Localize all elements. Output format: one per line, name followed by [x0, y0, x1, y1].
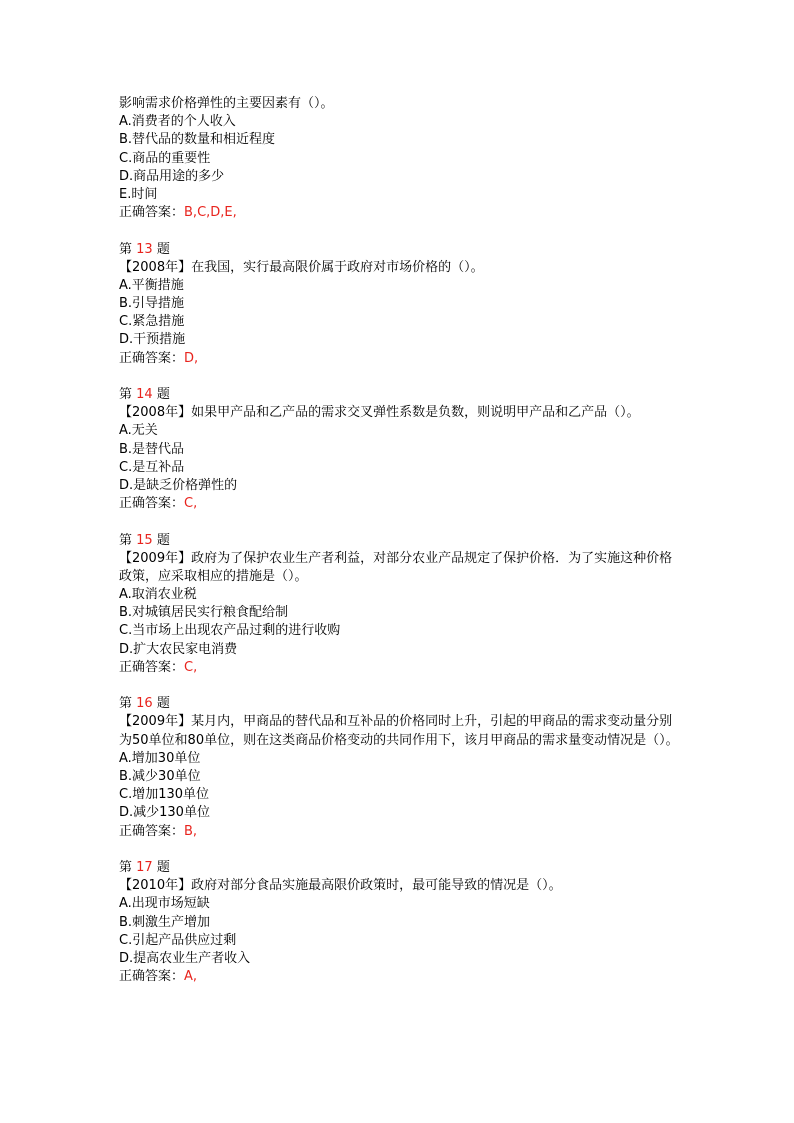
question-number: 16 — [136, 696, 153, 712]
question-stem: 【2008年】在我国，实行最高限价属于政府对市场价格的（）。 — [119, 259, 484, 275]
answer-value: C, — [184, 659, 198, 675]
answer-label: 正确答案： — [119, 350, 185, 366]
question-block-16 — [119, 695, 679, 841]
answer-value: D, — [184, 350, 199, 366]
option-a: A.无关 — [119, 423, 158, 439]
question-stem: 【2009年】政府为了保护农业生产者利益，对部分农业产品规定了保护价格．为了实施这种价格政策，应采取相应的措施是（）。 — [119, 550, 673, 584]
answer-label: 正确答案： — [119, 205, 185, 221]
answer-line — [119, 823, 679, 841]
option-d: D.干预措施 — [119, 332, 186, 348]
option-d: D.减少130单位 — [119, 805, 210, 821]
answer-line — [119, 968, 679, 986]
question-block-15 — [119, 532, 679, 678]
question-stem: 影响需求价格弹性的主要因素有（）。 — [119, 96, 334, 111]
option-b: B.减少30单位 — [119, 769, 201, 785]
option-a: A.增加30单位 — [119, 750, 201, 766]
option-b: B.是替代品 — [119, 441, 185, 457]
question-block-14 — [119, 386, 679, 513]
question-header — [119, 859, 679, 877]
answer-line — [119, 495, 679, 513]
question-header-suffix: 题 — [156, 241, 170, 257]
option-c: C.增加130单位 — [119, 787, 210, 803]
answer-line — [119, 350, 679, 368]
question-header-prefix: 第 — [119, 696, 133, 712]
option-b: B.刺激生产增加 — [119, 914, 211, 930]
question-header — [119, 386, 679, 404]
question-header-suffix: 题 — [156, 859, 170, 875]
question-header — [119, 532, 679, 550]
option-a: A.取消农业税 — [119, 587, 197, 603]
answer-line — [119, 204, 679, 222]
question-number: 17 — [136, 859, 153, 875]
option-c: C.引起产品供应过剩 — [119, 932, 237, 948]
answer-line — [119, 659, 679, 677]
question-stem: 【2010年】政府对部分食品实施最高限价政策时，最可能导致的情况是（）。 — [119, 878, 562, 894]
answer-value: A, — [184, 969, 198, 985]
answer-value: B, — [184, 823, 198, 839]
option-e: E.时间 — [119, 186, 158, 202]
option-a: A.平衡措施 — [119, 277, 184, 293]
question-stem: 【2008年】如果甲产品和乙产品的需求交叉弹性系数是负数，则说明甲产品和乙产品（）。 — [119, 405, 640, 421]
question-header-prefix: 第 — [119, 532, 133, 548]
option-d: D.扩大农民家电消费 — [119, 641, 238, 657]
option-b: B.引导措施 — [119, 296, 185, 312]
question-header-prefix: 第 — [119, 387, 133, 402]
answer-label: 正确答案： — [119, 969, 185, 985]
option-d: D.是缺乏价格弹性的 — [119, 477, 238, 493]
option-c: C.是互补品 — [119, 459, 185, 475]
question-header-suffix: 题 — [156, 696, 170, 712]
question-header-prefix: 第 — [119, 241, 133, 257]
question-header-suffix: 题 — [156, 387, 170, 402]
question-header-prefix: 第 — [119, 859, 133, 875]
question-block-12 — [119, 95, 679, 222]
option-c: C.紧急措施 — [119, 314, 185, 330]
question-header-suffix: 题 — [156, 532, 170, 548]
option-a: A.消费者的个人收入 — [119, 114, 236, 130]
answer-label: 正确答案： — [119, 659, 185, 675]
option-d: D.提高农业生产者收入 — [119, 950, 251, 966]
answer-value: C, — [184, 496, 198, 512]
answer-label: 正确答案： — [119, 496, 185, 512]
option-c: C.当市场上出现农产品过剩的进行收购 — [119, 623, 341, 639]
question-number: 13 — [136, 241, 153, 257]
question-number: 14 — [136, 387, 153, 402]
question-header — [119, 695, 679, 713]
option-b: B.替代品的数量和相近程度 — [119, 132, 276, 148]
option-c: C.商品的重要性 — [119, 150, 211, 166]
question-number: 15 — [136, 532, 153, 548]
option-b: B.对城镇居民实行粮食配给制 — [119, 605, 289, 621]
question-block-13 — [119, 241, 679, 368]
question-header — [119, 241, 679, 259]
answer-value: B,C,D,E, — [184, 205, 237, 221]
answer-label: 正确答案： — [119, 823, 185, 839]
question-block-17 — [119, 859, 679, 986]
question-stem: 【2009年】某月内，甲商品的替代品和互补品的价格同时上升，引起的甲商品的需求变动量分别为50单位和80单位，则在这类商品价格变动的共同作用下，该月甲商品的需求量变动情况是（）。 — [119, 714, 679, 748]
option-a: A.出现市场短缺 — [119, 896, 210, 912]
option-d: D.商品用途的多少 — [119, 168, 225, 184]
document-body — [119, 95, 679, 1004]
